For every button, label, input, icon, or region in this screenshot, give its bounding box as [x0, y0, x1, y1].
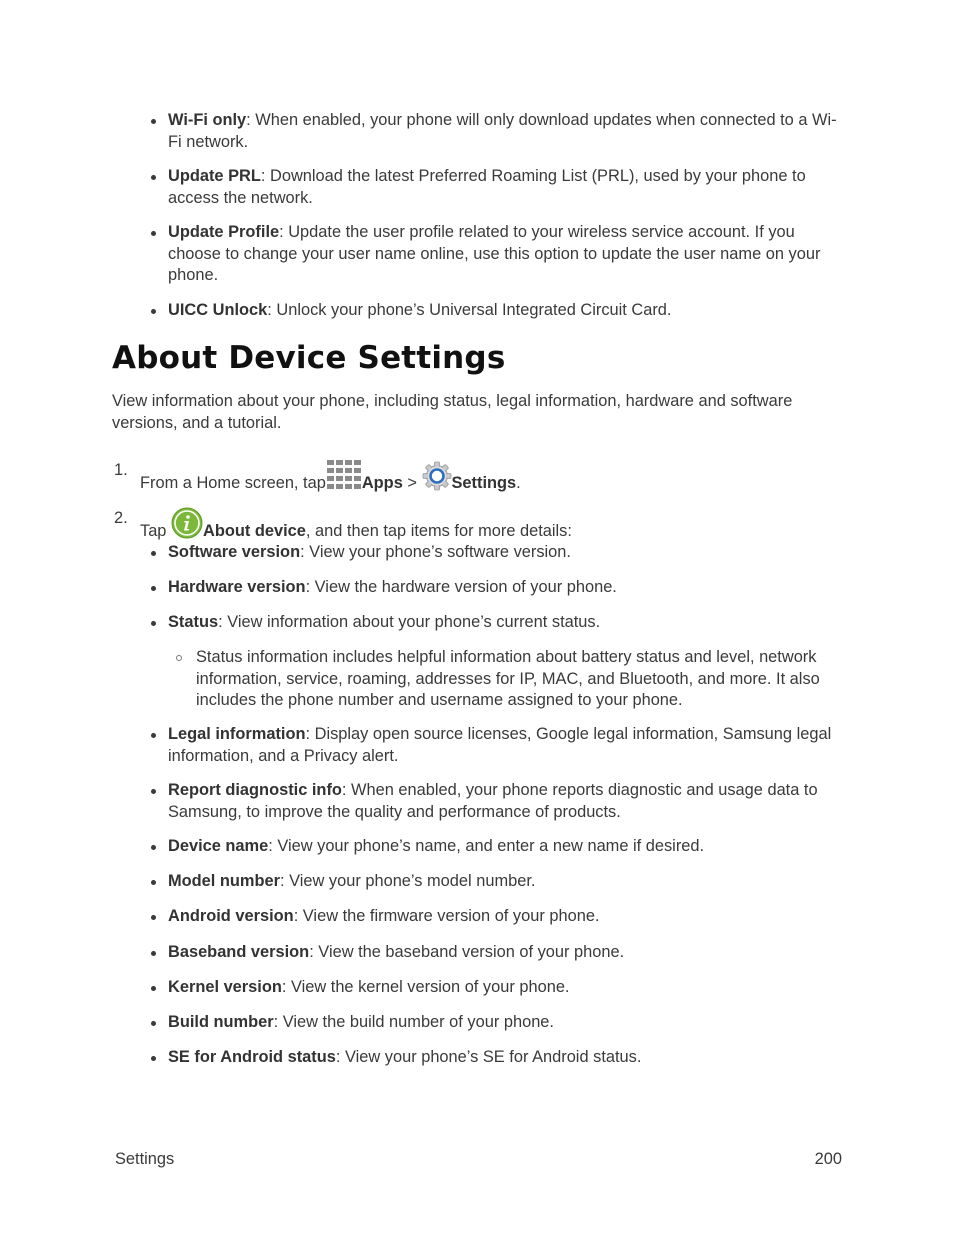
bullet-software-version — [168, 542, 844, 564]
bullet-device-name — [168, 836, 844, 858]
bullet-desc: : View your phone’s model number. — [280, 872, 536, 890]
settings-label: Settings — [451, 474, 517, 492]
bullet-desc: : View the hardware version of your phone. — [305, 578, 617, 596]
bullet-term: Update Profile — [168, 223, 280, 241]
bullet-desc: : View the build number of your phone. — [273, 1013, 554, 1031]
bullet-uicc-unlock — [168, 300, 844, 322]
bullet-desc: : View your phone’s SE for Android status. — [335, 1048, 642, 1066]
about-device-label: About device — [202, 522, 306, 540]
bullet-term: UICC Unlock — [168, 301, 268, 319]
bullet-desc: : View the firmware version of your phone. — [293, 907, 600, 925]
step-end: . — [516, 474, 521, 492]
bullet-legal-information — [168, 724, 844, 767]
bullet-baseband-version — [168, 942, 844, 964]
bullet-update-prl — [168, 166, 844, 209]
step-end: , and then tap items for more details: — [305, 522, 572, 540]
bullet-desc: : View the kernel version of your phone. — [281, 978, 570, 996]
footer-page-number: 200 — [814, 1150, 842, 1168]
bullet-desc: : When enabled, your phone will only download updates when connected to a Wi-Fi network. — [168, 111, 837, 151]
step-separator: > — [402, 474, 422, 492]
bullet-term: Update PRL — [168, 167, 261, 185]
bullet-term: Wi-Fi only — [168, 111, 247, 129]
step-2 — [114, 507, 840, 545]
bullet-term: Build number — [168, 1013, 274, 1031]
bullet-desc: : View your phone’s name, and enter a new name if desired. — [268, 837, 705, 855]
bullet-term: Hardware version — [168, 578, 306, 596]
section-heading: About Device Settings — [112, 340, 506, 376]
step-number: 1. — [114, 461, 128, 479]
bullet-term: Software version — [168, 543, 301, 561]
intro-paragraph: View information about your phone, including status, legal information, hardware and software versions, and a tutorial. — [112, 392, 793, 432]
bullet-term: Legal information — [168, 725, 306, 743]
bullet-term: SE for Android status — [168, 1048, 336, 1066]
bullet-kernel-version — [168, 977, 844, 999]
bullet-term: Model number — [168, 872, 281, 890]
step-number: 2. — [114, 509, 128, 527]
step-text: Tap — [140, 522, 171, 540]
bullet-term: Device name — [168, 837, 269, 855]
bullet-term: Baseband version — [168, 943, 310, 961]
bullet-wifi-only — [168, 110, 844, 153]
bullet-desc: : When enabled, your phone reports diagnostic and usage data to Samsung, to improve the quality and performance of products. — [168, 781, 818, 821]
settings-gear-icon — [422, 461, 452, 497]
bullet-status — [168, 612, 844, 634]
bullet-desc: : View the baseband version of your phone. — [309, 943, 625, 961]
bullet-build-number — [168, 1012, 844, 1034]
bullet-desc: : Display open source licenses, Google legal information, Samsung legal information, and a Privacy alert. — [168, 725, 832, 765]
sub-bullet-status-info: Status information includes helpful information about battery status and level, network information, service, roaming, addresses for IP, MAC, and Bluetooth, and more. It also includes the phone number and username assigned to your phone. — [196, 647, 842, 712]
bullet-term: Report diagnostic info — [168, 781, 342, 799]
bullet-report-diagnostic-info — [168, 780, 844, 823]
step-text: From a Home screen, tap — [140, 474, 326, 492]
bullet-desc: : Update the user profile related to your wireless service account. If you choose to change your user name online, use this option to update the user name on your phone. — [168, 223, 821, 284]
bullet-desc: : Download the latest Preferred Roaming List (PRL), used by your phone to access the network. — [168, 167, 806, 207]
bullet-desc: : View information about your phone’s current status. — [218, 613, 601, 631]
info-icon — [171, 507, 203, 545]
bullet-term: Kernel version — [168, 978, 282, 996]
bullet-term: Status — [168, 613, 219, 631]
apps-grid-icon — [326, 459, 362, 497]
bullet-se-for-android-status — [168, 1047, 844, 1069]
footer-section-name: Settings — [115, 1150, 175, 1168]
bullet-update-profile — [168, 222, 844, 287]
apps-label: Apps — [361, 474, 403, 492]
bullet-term: Android version — [168, 907, 294, 925]
bullet-hardware-version — [168, 577, 844, 599]
bullet-model-number — [168, 871, 844, 893]
bullet-desc: : Unlock your phone’s Universal Integrated Circuit Card. — [267, 301, 672, 319]
step-1 — [114, 459, 840, 497]
bullet-desc: : View your phone’s software version. — [300, 543, 571, 561]
bullet-android-version — [168, 906, 844, 928]
